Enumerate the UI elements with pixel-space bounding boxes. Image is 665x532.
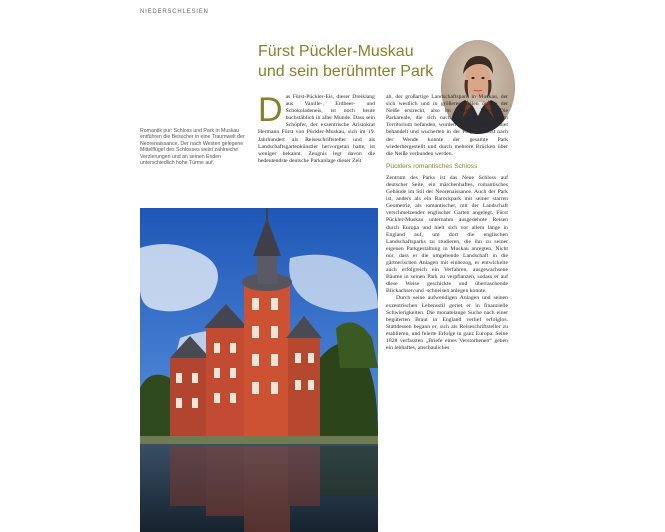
castle-photo	[140, 208, 378, 532]
title-line-1: Fürst Pückler-Muskau	[258, 43, 414, 60]
image-caption: Romantik pur: Schloss und Park in Muskau entführen die Besucher in eine Traumwelt der Neorenaissance. Der nach Westen gelegene Mittelflügel des Schlosses weist zahlreiche Verzierungen und an seinen Enden unterschiedlich hohe Türme auf.	[140, 128, 245, 167]
article-title	[258, 42, 438, 82]
paragraph-schloss: Zentrum des Parks ist das Neue Schloss auf deutscher Seite, ein märchenhaftes, romantisches Gebäude im Stil der Neorenaissance. Auch der Park ist, anders als ein Barockpark mit seiner starren Geometrie, als romantischer, mit der Landschaft verschmelzender englischer Garten angelegt. Fürst Pückler-Muskau unternahm ausgedehnte Reisen durch Europa und hielt sich vor allem lange in England auf, um dort die englischen Landschaftsparks zu studieren, die ihn zu seiner eigenen Parkgestaltung in Muskau anregten. Nicht nur, dass er die umgebende Landschaft in die gärtnerischen Anlagen mit einbezog, er entwickelte auch erfolgreich ein Verfahren, ausgewachsene Bäume in seinen Park zu verpflanzen, sodass er auf diese Weise geschickte und überraschende Blickachsen und -schneisen anlegen konnte.	[386, 174, 508, 295]
paragraph-continued: ab, der großartige Landschaftspark in Muskau, der sich westlich und in größeren Teilen östlich der Neiße erstreckt, also im heutigen Polen. Die Parkareale, die sich nach 1945 auf polnischem Territorium befanden, wurden als Naturschutzgebiet behandelt und wucherten in der Folge zu. Erst nach der Wende konnte der gesamte Park wiederhergestellt und durch mehrere Brücken über die Neiße verbunden werden.	[386, 94, 508, 157]
subheading: Pücklers romantisches Schloss	[386, 162, 478, 170]
article-column-1	[258, 91, 375, 165]
drop-cap: D	[258, 91, 283, 129]
intro-paragraph: as Fürst-Pückler-Eis, dieser Dreiklang aus Vanille-, Erdbeer- und Schokoladeneis, ist noch heute buchstäblich in aller Munde. Dass sein Schöpfer, der exzentrische Aristokrat Hermann Fürst von Pückler-Muskau, sich im 19. Jahrhundert als Reiseschriftsteller und als Landschaftsgartenkünstler hervorgetan hatte, ist weniger bekannt. Zeugnis legt davon die bedeutendste deutsche Parkanlage dieser Zeit	[258, 94, 375, 164]
paragraph-finances: Durch seine aufwendigen Anlagen und seinen exzentrischen Lebensstil geriet er in finanzielle Schwierigkeiten. Die monatelange Suche nach einer begüterten Braut in England verlief erfolglos. Stattdessen begann er, sich als Reiseschriftsteller zu etablieren, und feierte Erfolge in ganz Europa. Seine 1828 verfassten „Briefe eines Verstorbenen“ geben ein lebhaftes, anschauliches	[386, 295, 508, 352]
section-label: NIEDERSCHLESIEN	[140, 9, 209, 15]
article-column-2	[386, 94, 508, 352]
title-line-2: und sein berühmter Park	[258, 63, 434, 80]
